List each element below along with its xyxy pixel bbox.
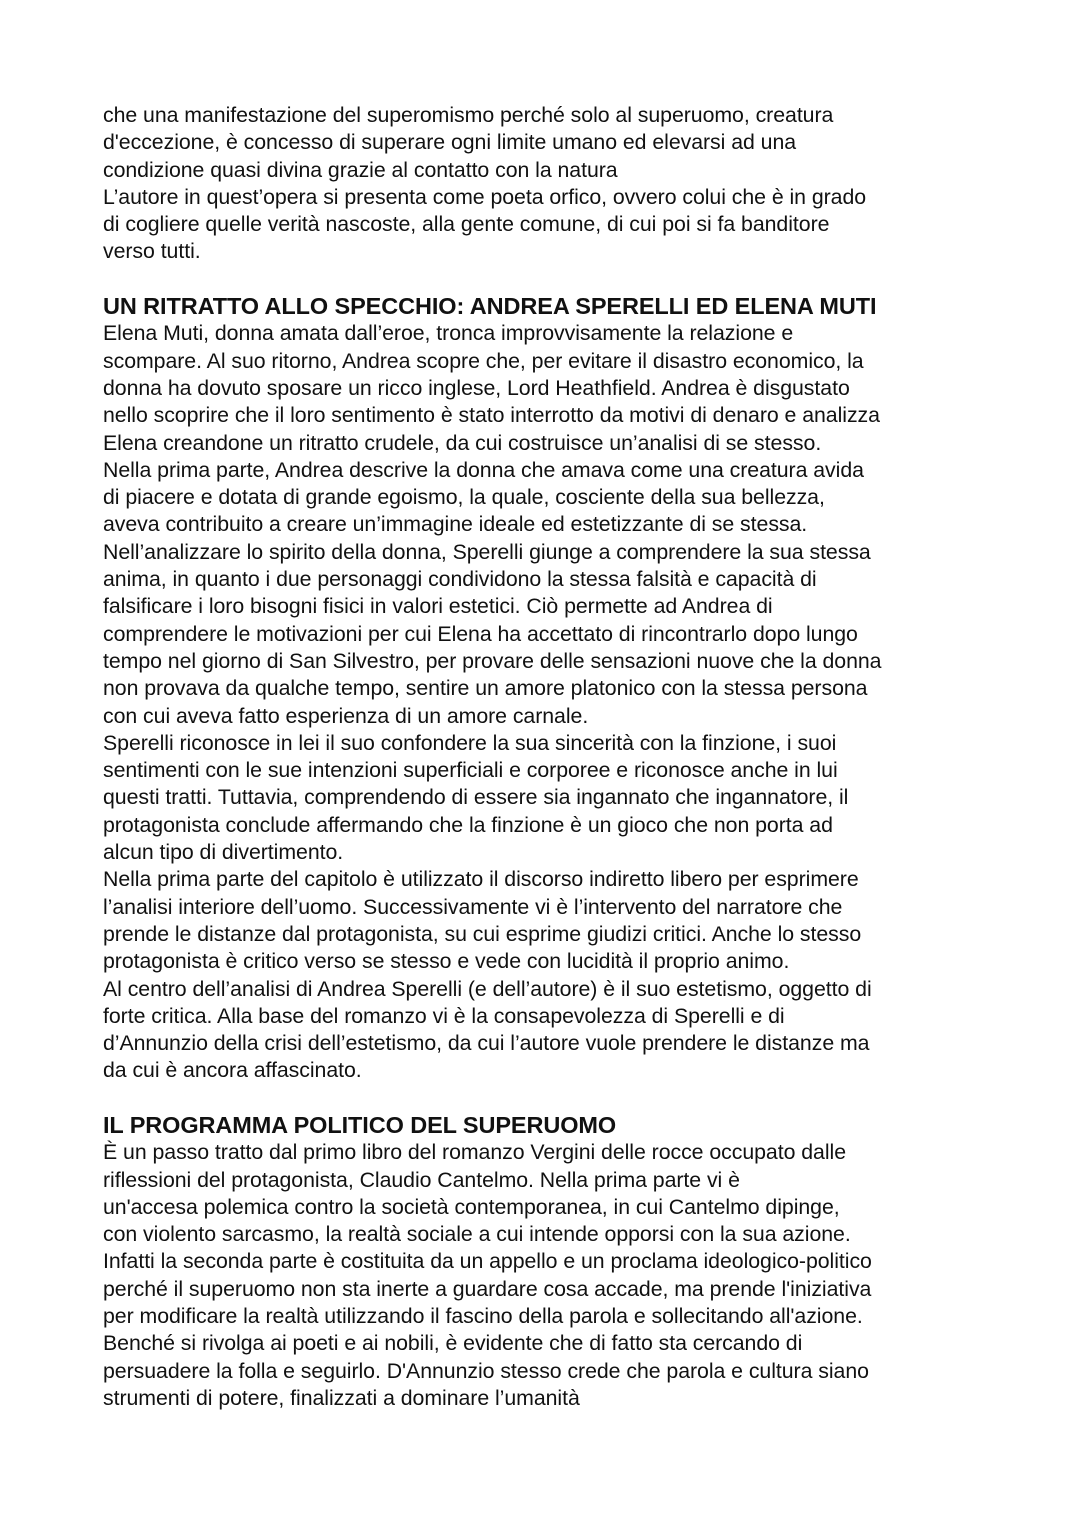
text-line: non provava da qualche tempo, sentire un amore platonico con la stessa persona xyxy=(103,676,868,701)
text-line: Al centro dell’analisi di Andrea Sperelli (e dell’autore) è il suo estetismo, oggetto di xyxy=(103,976,872,1001)
text-line: da cui è ancora affascinato. xyxy=(103,1058,362,1083)
section-ritratto-allo-specchio xyxy=(103,293,1003,1085)
text-line: Elena creandone un ritratto crudele, da cui costruisce un’analisi di se stesso. xyxy=(103,430,822,455)
text-line: d'eccezione, è concesso di superare ogni limite umano ed elevarsi ad una xyxy=(103,130,797,155)
text-line: donna ha dovuto sposare un ricco inglese, Lord Heathfield. Andrea è disgustato xyxy=(103,375,850,400)
section-heading: IL PROGRAMMA POLITICO DEL SUPERUOMO xyxy=(103,1111,617,1138)
text-line: prende le distanze dal protagonista, su cui esprime giudizi critici. Anche lo stesso xyxy=(103,921,862,946)
paragraph-spacer xyxy=(103,1085,1003,1112)
text-line: tempo nel giorno di San Silvestro, per provare delle sensazioni nuove che la donna xyxy=(103,648,882,673)
text-line: un'accesa polemica contro la società contemporanea, in cui Cantelmo dipinge, xyxy=(103,1194,840,1219)
text-line: Elena Muti, donna amata dall’eroe, tronca improvvisamente la relazione e xyxy=(103,321,794,346)
text-line: d’Annunzio della crisi dell’estetismo, da cui l’autore vuole prendere le distanze ma xyxy=(103,1031,870,1056)
text-line: con cui aveva fatto esperienza di un amore carnale. xyxy=(103,703,589,728)
text-line: falsificare i loro bisogni fisici in valori estetici. Ciò permette ad Andrea di xyxy=(103,594,773,619)
section-heading: UN RITRATTO ALLO SPECCHIO: ANDREA SPERELLI ED ELENA MUTI xyxy=(103,293,877,320)
text-line: sentimenti con le sue intenzioni superficiali e corporee e riconosce anche in lui xyxy=(103,758,838,783)
text-line: scompare. Al suo ritorno, Andrea scopre che, per evitare il disastro economico, la xyxy=(103,348,864,373)
text-line: perché il superuomo non sta inerte a guardare cosa accade, ma prende l'iniziativa xyxy=(103,1276,872,1301)
text-line: alcun tipo di divertimento. xyxy=(103,840,344,865)
text-line: strumenti di potere, finalizzati a dominare l’umanità xyxy=(103,1385,580,1410)
text-line: aveva contribuito a creare un’immagine ideale ed estetizzante di se stessa. xyxy=(103,512,808,537)
text-line: con violento sarcasmo, la realtà sociale a cui intende opporsi con la sua azione. xyxy=(103,1222,851,1247)
text-line: È un passo tratto dal primo libro del romanzo Vergini delle rocce occupato dalle xyxy=(103,1140,846,1165)
intro-paragraph xyxy=(103,102,1003,266)
paragraph-spacer xyxy=(103,266,1003,293)
text-line: Benché si rivolga ai poeti e ai nobili, è evidente che di fatto sta cercando di xyxy=(103,1331,803,1356)
text-line: l’analisi interiore dell’uomo. Successivamente vi è l’intervento del narratore che xyxy=(103,894,843,919)
text-line: di piacere e dotata di grande egoismo, la quale, cosciente della sua bellezza, xyxy=(103,485,825,510)
document-page xyxy=(103,102,1003,1412)
text-line: condizione quasi divina grazie al contatto con la natura xyxy=(103,157,618,182)
text-line: Nella prima parte del capitolo è utilizzato il discorso indiretto libero per esprimere xyxy=(103,867,859,892)
text-line: anima, in quanto i due personaggi condividono la stessa falsità e capacità di xyxy=(103,567,817,592)
section-programma-politico xyxy=(103,1112,1003,1412)
text-line: nello scoprire che il loro sentimento è stato interrotto da motivi di denaro e analizza xyxy=(103,403,880,428)
text-line: questi tratti. Tuttavia, comprendendo di essere sia ingannato che ingannatore, il xyxy=(103,785,849,810)
text-line: protagonista è critico verso se stesso e vede con lucidità il proprio animo. xyxy=(103,949,790,974)
text-line: protagonista conclude affermando che la finzione è un gioco che non porta ad xyxy=(103,812,833,837)
text-line: Sperelli riconosce in lei il suo confondere la sua sincerità con la finzione, i suoi xyxy=(103,730,837,755)
text-line: che una manifestazione del superomismo perché solo al superuomo, creatura xyxy=(103,103,834,127)
text-line: forte critica. Alla base del romanzo vi è la consapevolezza di Sperelli e di xyxy=(103,1003,785,1028)
text-line: di cogliere quelle verità nascoste, alla gente comune, di cui poi si fa banditore xyxy=(103,212,830,237)
text-line: persuadere la folla e seguirlo. D'Annunzio stesso crede che parola e cultura siano xyxy=(103,1358,869,1383)
text-line: comprendere le motivazioni per cui Elena ha accettato di rincontrarlo dopo lungo xyxy=(103,621,858,646)
text-line: Nell’analizzare lo spirito della donna, Sperelli giunge a comprendere la sua stessa xyxy=(103,539,871,564)
text-line: Nella prima parte, Andrea descrive la donna che amava come una creatura avida xyxy=(103,457,864,482)
text-line: verso tutti. xyxy=(103,239,201,264)
text-line: riflessioni del protagonista, Claudio Cantelmo. Nella prima parte vi è xyxy=(103,1167,740,1192)
text-line: Infatti la seconda parte è costituita da un appello e un proclama ideologico-politico xyxy=(103,1249,872,1274)
text-line: L’autore in quest’opera si presenta come poeta orfico, ovvero colui che è in grado xyxy=(103,184,867,209)
text-line: per modificare la realtà utilizzando il fascino della parola e sollecitando all'azione. xyxy=(103,1304,863,1329)
